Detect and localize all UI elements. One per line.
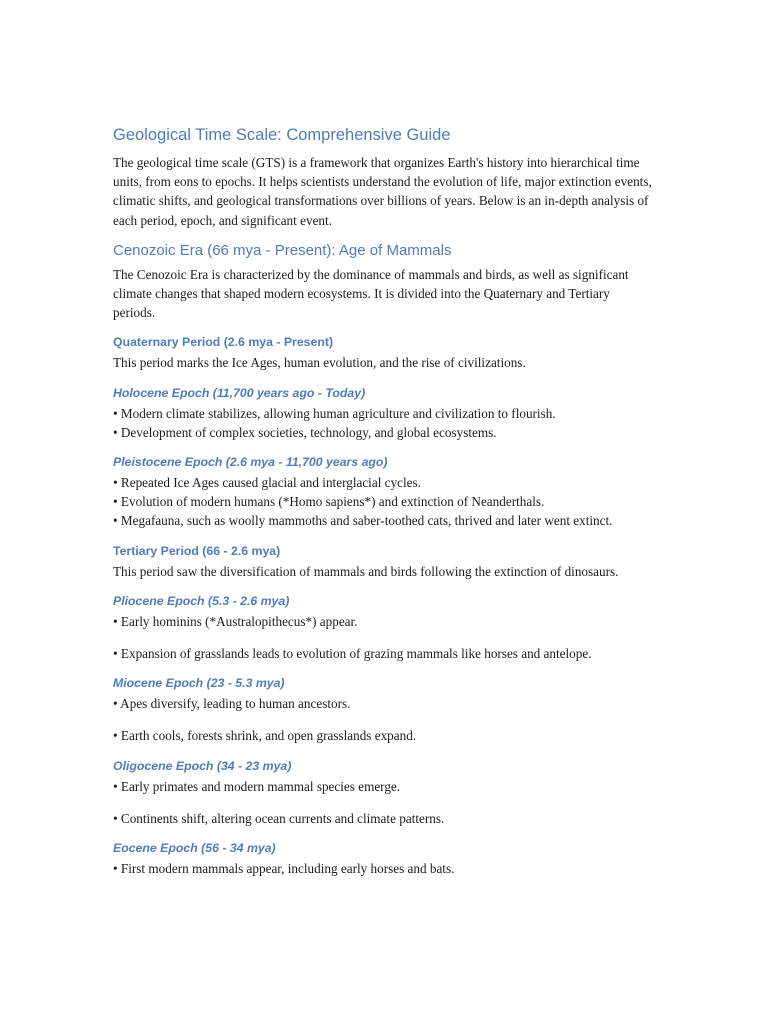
holocene-heading: Holocene Epoch (11,700 years ago - Today): [113, 385, 366, 400]
miocene-bullet: • Apes diversify, leading to human ancestors.: [113, 696, 351, 712]
pliocene-heading: Pliocene Epoch (5.3 - 2.6 mya): [113, 593, 290, 608]
pleistocene-bullet: • Repeated Ice Ages caused glacial and interglacial cycles.: [113, 475, 421, 491]
eocene-bullet: • First modern mammals appear, including early horses and bats.: [113, 861, 455, 877]
cenozoic-paragraph: The Cenozoic Era is characterized by the dominance of mammals and birds, as well as significant climate changes that shaped modern ecosystems. It is divided into the Quaternary and Tertiary periods.: [113, 266, 629, 321]
cenozoic-heading: Cenozoic Era (66 mya - Present): Age of Mammals: [113, 241, 452, 259]
oligocene-heading: Oligocene Epoch (34 - 23 mya): [113, 758, 292, 773]
document-title: Geological Time Scale: Comprehensive Guide: [113, 126, 451, 144]
quaternary-heading: Quaternary Period (2.6 mya - Present): [113, 335, 334, 350]
oligocene-bullet: • Continents shift, altering ocean currents and climate patterns.: [113, 810, 445, 826]
pliocene-bullet: • Expansion of grasslands leads to evolution of grazing mammals like horses and antelope.: [113, 646, 592, 662]
document-page: [113, 122, 653, 878]
intro-paragraph: The geological time scale (GTS) is a framework that organizes Earth's history into hierarchical time units, from eons to epochs. It helps scientists understand the evolution of life, major extinction events, climatic shifts, and geological transformations over billions of years. Below is an in-depth analysis of each period, epoch, and significant event.: [113, 155, 652, 228]
miocene-heading: Miocene Epoch (23 - 5.3 mya): [113, 676, 285, 691]
eocene-heading: Eocene Epoch (56 - 34 mya): [113, 841, 276, 856]
miocene-bullet: • Earth cools, forests shrink, and open grasslands expand.: [113, 728, 417, 744]
pliocene-bullet: • Early hominins (*Australopithecus*) appear.: [113, 613, 358, 629]
pleistocene-bullet: • Megafauna, such as woolly mammoths and saber-toothed cats, thrived and later went extinct.: [113, 513, 613, 529]
pleistocene-bullet: • Evolution of modern humans (*Homo sapiens*) and extinction of Neanderthals.: [113, 494, 545, 510]
quaternary-paragraph: This period marks the Ice Ages, human evolution, and the rise of civilizations.: [113, 355, 526, 371]
oligocene-bullet: • Early primates and modern mammal species emerge.: [113, 778, 401, 794]
holocene-bullet: • Modern climate stabilizes, allowing human agriculture and civilization to flourish.: [113, 405, 556, 421]
holocene-bullet: • Development of complex societies, technology, and global ecosystems.: [113, 424, 497, 440]
tertiary-paragraph: This period saw the diversification of mammals and birds following the extinction of dinosaurs.: [113, 563, 619, 579]
tertiary-heading: Tertiary Period (66 - 2.6 mya): [113, 543, 281, 558]
pleistocene-heading: Pleistocene Epoch (2.6 mya - 11,700 years ago): [113, 455, 388, 470]
